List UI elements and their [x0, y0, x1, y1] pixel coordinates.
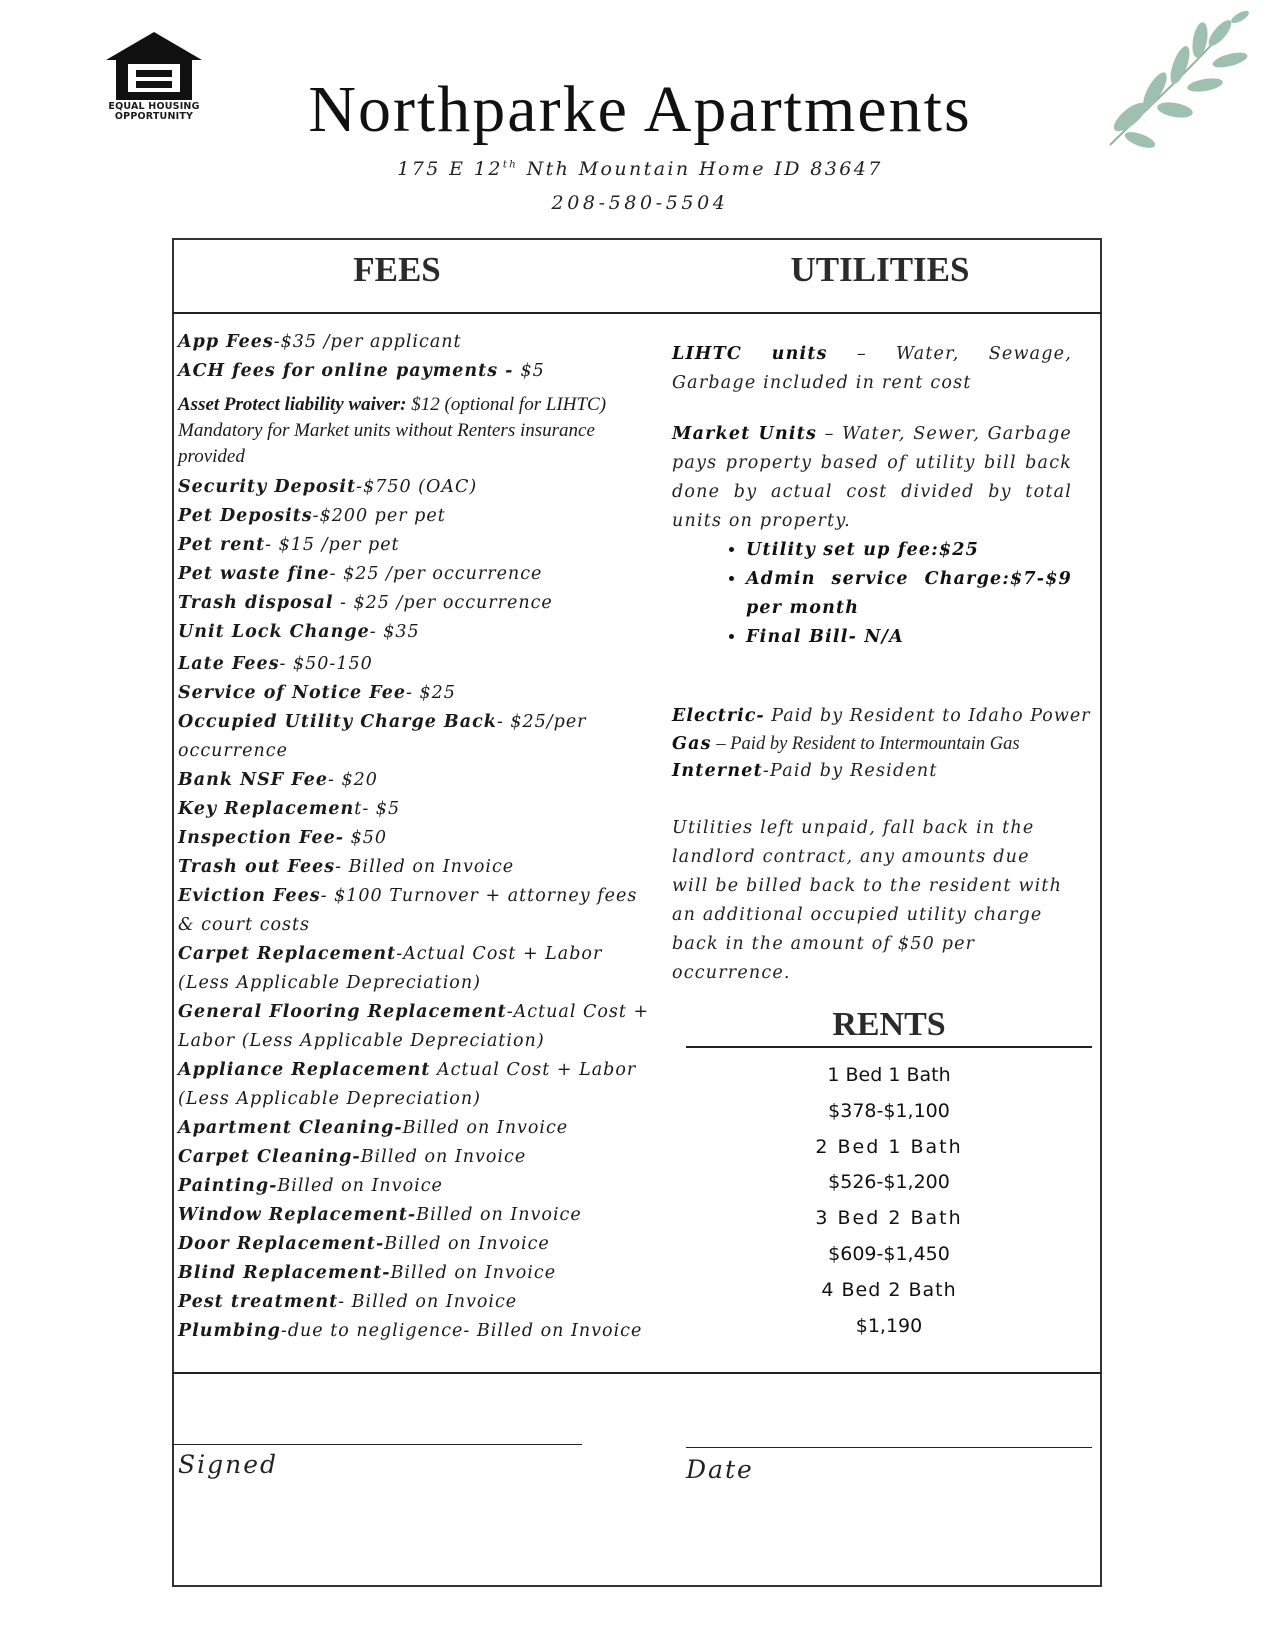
fee-item: Trash out Fees- Billed on Invoice	[178, 857, 515, 877]
lihtc-units-note: LIHTC units – Water, Sewage, Garbage included in rent cost	[672, 344, 1072, 393]
rent-unit-type: 1 Bed 1 Bath	[827, 1064, 951, 1086]
fee-item: Door Replacement-Billed on Invoice	[178, 1234, 550, 1254]
fee-item: Appliance Replacement Actual Cost + Labor (Less Applicable Depreciation)	[178, 1060, 637, 1109]
fees-heading: FEES	[353, 250, 441, 289]
fee-item: Trash disposal - $25 /per occurrence	[178, 593, 553, 613]
fee-item: Pest treatment- Billed on Invoice	[178, 1292, 518, 1312]
rents-list	[686, 1058, 1092, 1344]
fee-item: Carpet Cleaning-Billed on Invoice	[178, 1147, 527, 1167]
equal-housing-logo	[104, 30, 206, 130]
utility-fee-list	[672, 536, 1072, 652]
electric-note: Electric- Paid by Resident to Idaho Power	[672, 706, 1091, 726]
signature-line[interactable]	[172, 1444, 582, 1445]
rents-underline	[686, 1046, 1092, 1048]
rent-unit-type: 2 Bed 1 Bath	[815, 1135, 963, 1158]
fee-item: Pet Deposits-$200 per pet	[178, 506, 446, 526]
rent-price: $378-$1,100	[828, 1099, 950, 1122]
date-line[interactable]	[686, 1447, 1092, 1448]
date-label: Date	[686, 1455, 754, 1484]
fee-item: Service of Notice Fee- $25	[178, 683, 456, 703]
rent-unit-type: 4 Bed 2 Bath	[821, 1278, 957, 1301]
fee-item: Painting-Billed on Invoice	[178, 1176, 443, 1196]
internet-note: Internet-Paid by Resident	[672, 761, 938, 781]
rent-unit-type: 3 Bed 2 Bath	[815, 1207, 963, 1230]
fee-item: Occupied Utility Charge Back- $25/per occurrence	[178, 712, 587, 761]
rent-price: $609-$1,450	[828, 1242, 950, 1265]
fee-item: Window Replacement-Billed on Invoice	[178, 1205, 582, 1225]
page-title: Northparke Apartments	[308, 73, 972, 146]
fee-item: App Fees-$35 /per applicant	[178, 332, 462, 352]
rent-price: $526-$1,200	[828, 1171, 950, 1194]
fee-item: Unit Lock Change- $35	[178, 622, 420, 642]
fees-list	[178, 328, 658, 1346]
signed-label: Signed	[178, 1450, 279, 1479]
fee-item: Security Deposit-$750 (OAC)	[178, 477, 478, 497]
market-units-note: Market Units – Water, Sewer, Garbage pays property based of utility bill back done by actual cost divided by total units on property.	[672, 424, 1072, 531]
fee-item: Asset Protect liability waiver: $12 (optional for LIHTC) Mandatory for Market units without Renters insurance provided	[178, 394, 607, 467]
list-item: • Utility set up fee:$25	[746, 536, 1072, 565]
unpaid-utilities-note: Utilities left unpaid, fall back in the landlord contract, any amounts due will be billed back to the resident with an additional occupied utility charge back in the amount of $50 per occurrence.	[672, 818, 1063, 983]
leaf-decoration-icon	[1080, 5, 1250, 155]
rent-price: $1,190	[855, 1314, 923, 1337]
fee-item: Late Fees- $50-150	[178, 654, 373, 674]
header-divider	[172, 312, 1102, 314]
fee-item: Pet waste fine- $25 /per occurrence	[178, 564, 543, 584]
signature-divider	[172, 1372, 1102, 1374]
fee-item: Carpet Replacement-Actual Cost + Labor (Less Applicable Depreciation)	[178, 944, 603, 993]
fee-item: Blind Replacement-Billed on Invoice	[178, 1263, 557, 1283]
address	[300, 158, 980, 180]
list-item: • Final Bill- N/A	[746, 623, 1072, 652]
house-icon	[104, 30, 204, 102]
address-end: Nth Mountain Home ID 83647	[518, 158, 883, 180]
fee-item: Eviction Fees- $100 Turnover + attorney fees & court costs	[178, 886, 638, 935]
list-item: • Admin service Charge:$7-$9 per month	[746, 565, 1072, 623]
fee-item: Plumbing-due to negligence- Billed on Invoice	[178, 1321, 643, 1341]
phone-number: 208-580-5504	[551, 192, 729, 214]
logo-caption: EQUAL HOUSING OPPORTUNITY	[108, 101, 200, 122]
address-start: 175 E 12	[397, 158, 503, 180]
fee-item: General Flooring Replacement-Actual Cost + Labor (Less Applicable Depreciation)	[178, 1002, 650, 1051]
utilities-section	[672, 340, 1091, 988]
gas-note: Gas – Paid by Resident to Intermountain Gas	[672, 734, 1020, 754]
fee-item: Key Replacement- $5	[178, 799, 401, 819]
address-suffix: th	[502, 159, 519, 171]
rents-heading: RENTS	[832, 1006, 946, 1043]
fee-item: Bank NSF Fee- $20	[178, 770, 378, 790]
fee-item: ACH fees for online payments - $5	[178, 361, 545, 381]
fee-item: Inspection Fee- $50	[178, 828, 387, 848]
utilities-heading: UTILITIES	[790, 250, 970, 289]
fee-item: Pet rent- $15 /per pet	[178, 535, 400, 555]
fee-item: Apartment Cleaning-Billed on Invoice	[178, 1118, 569, 1138]
